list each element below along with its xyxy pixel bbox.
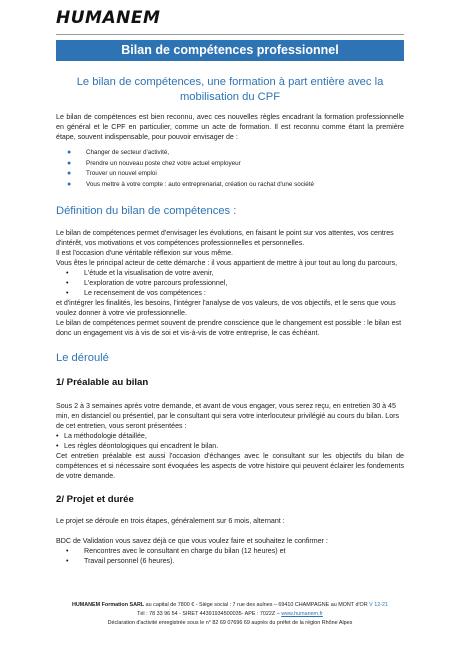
section-paragraph: Le projet se déroule en trois étapes, généralement sur 6 mois, alternant :	[56, 517, 285, 525]
list-item: • L'étude et la visualisation de votre avenir,	[66, 269, 214, 277]
footer-version: V 12-21	[369, 602, 389, 608]
document-subtitle: Le bilan de compétences, une formation à part entière avec la mobilisation du CPF	[76, 76, 384, 103]
footer-line: Déclaration d'activité enregistrée sous le n° 82 69 07696 69 auprès du préfet de la région Rhône Alpes	[107, 620, 353, 626]
section-list	[56, 431, 404, 451]
deroule-heading: Le déroulé	[56, 352, 109, 364]
header-divider	[56, 34, 404, 35]
list-item: ● Vous mettre à votre compte : auto entreprenariat, création ou rachat d'une société	[56, 180, 404, 191]
deroule-section	[56, 351, 404, 566]
list-item: ● Changer de secteur d'activité,	[56, 148, 404, 159]
bullet-icon: •	[66, 547, 69, 555]
bullet-icon: •	[66, 289, 69, 297]
footer-company: HUMANEM Formation SARL	[71, 602, 145, 608]
list-item: • Travail personnel (6 heures).	[66, 557, 175, 565]
section-title: 1/ Préalable au bilan	[56, 377, 149, 388]
definition-list	[56, 268, 404, 298]
bullet-icon: •	[66, 269, 69, 277]
list-item: • Les règles déontologiques qui encadrent le bilan.	[56, 442, 219, 450]
page-footer	[40, 601, 420, 628]
definition-paragraph: Il est l'occasion d'une véritable réflexion sur vous même.	[56, 249, 233, 257]
definition-paragraph: Vous êtes le principal acteur de cette démarche : il vous appartient de mettre à jour tout au long du parcours,	[56, 259, 398, 267]
footer-line: HUMANEM Formation SARL au capital de 7800 € - Siège social : 7 rue des aulnes – 69410 CHAMPAGNE au MONT d'OR V 12-21	[71, 602, 389, 608]
section-paragraph: BDC de Validation vous savez déjà ce que vous voulez faire et souhaitez le confirmer :	[56, 537, 328, 545]
bullet-icon: •	[56, 442, 59, 450]
definition-paragraph: Le bilan de compétences permet d'envisager les évolutions, en faisant le point sur vos attentes, vos centres d'intérêt, vos motivations et vos compétences professionnelles et personnelles.	[56, 229, 394, 247]
section-list	[56, 546, 404, 566]
list-item: ● Trouver un nouvel emploi	[56, 169, 404, 180]
definition-heading: Définition du bilan de compétences :	[56, 205, 237, 217]
intro-list	[56, 148, 404, 190]
footer-line: Tél : 78 33 96 54 - SIRET 44391934500035- APE : 7022Z – www.humanem.fr	[137, 611, 323, 617]
intro-paragraph: Le bilan de compétences est bien reconnu, avec ces nouvelles règles encadrant la formation professionnelle en général et le CPF en particulier, comme un acte de formation. Il est reconnu comme étant la première étape, souvent indispensable, pour pouvoir envisager de :	[56, 113, 404, 141]
definition-paragraph: Le bilan de compétences permet souvent de prendre conscience que le changement est possible : le bilan est donc un engagement vis à vis de soi et vis-à-vis de votre entreprise, le cas échéant.	[56, 319, 402, 337]
list-item: • Le recensement de vos compétences :	[66, 289, 206, 297]
section-title: 2/ Projet et durée	[56, 494, 134, 505]
list-item: • Rencontres avec le consultant en charge du bilan (12 heures) et	[66, 547, 286, 555]
section-paragraph: Sous 2 à 3 semaines après votre demande, et avant de vous engager, vous serez reçu, en entretien 30 à 45 min, en distanciel ou présentiel, par le consultant qui sera votre interlocuteur privilégié au cours du bilan. Lors de cet entretien, vous seront présentées :	[56, 402, 400, 430]
bullet-icon: •	[66, 279, 69, 287]
company-logo: HUMANEM	[56, 8, 161, 28]
bullet-icon: •	[56, 432, 59, 440]
bullet-icon: ●	[67, 170, 72, 177]
intro-section	[56, 112, 404, 190]
section-paragraph: Cet entretien préalable est aussi l'occasion d'échanges avec le consultant sur les objectifs du bilan de compétences et si nécessaire sont évoquées les aspects de votre histoire qui peuvent éclairer les fondements de votre demande.	[56, 452, 404, 480]
bullet-icon: ●	[67, 159, 72, 167]
document-body	[56, 112, 404, 566]
definition-section	[56, 204, 404, 338]
bullet-icon: ●	[67, 180, 72, 188]
bullet-icon: •	[66, 557, 69, 565]
list-item: • La méthodologie détaillée,	[56, 432, 147, 440]
website-link[interactable]: www.humanem.fr	[281, 611, 323, 617]
definition-paragraph: et d'intégrer les finalités, les besoins, l'intégrer l'analyse de vos valeurs, de vos objectifs, et le sens que vous voulez donner à votre vie professionnelle.	[56, 299, 396, 317]
document-title-banner: Bilan de compétences professionnel	[56, 40, 404, 61]
bullet-icon: ●	[67, 149, 72, 156]
list-item: • L'exploration de votre parcours professionnel,	[66, 279, 228, 287]
list-item: ● Prendre un nouveau poste chez votre actuel employeur	[56, 159, 404, 170]
